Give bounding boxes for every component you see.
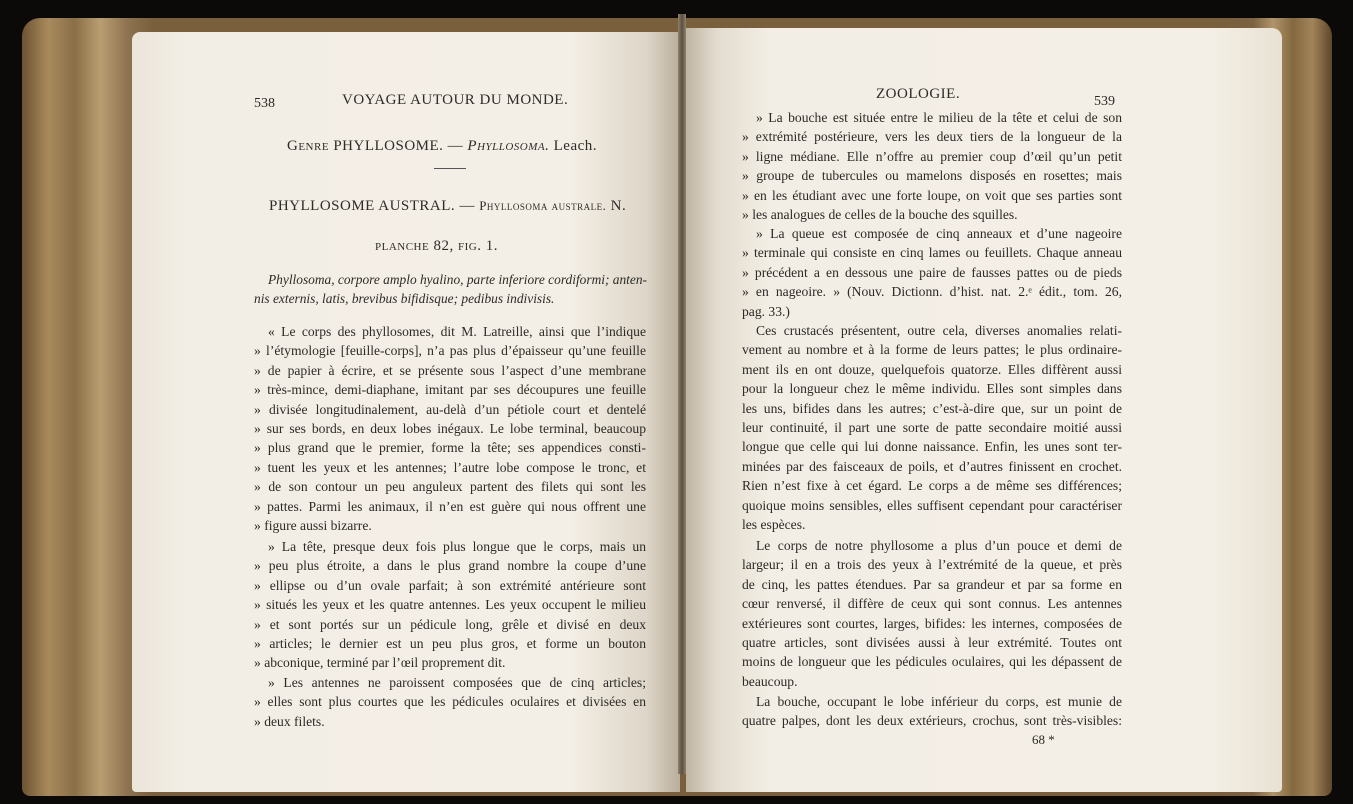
left-paragraph-2 <box>254 537 646 673</box>
text-line: » groupe de tubercules ou mamelons disposés en rosettes; mais <box>742 168 1122 184</box>
diagnosis-line: nis externis, latis, brevibus bifidisque; pedibus indivisis. <box>254 291 555 307</box>
signature-mark: 68 * <box>1032 732 1055 747</box>
text-line: minées par des faisceaux de poils, et d’autres finissent en crochet. <box>742 458 1122 474</box>
running-head-left: VOYAGE AUTOUR DU MONDE. <box>342 92 569 108</box>
heading-rule <box>434 168 466 169</box>
text-line: » figure aussi bizarre. <box>254 518 372 534</box>
text-line: La bouche, occupant le lobe inférieur du corps, est munie de <box>756 694 1122 709</box>
left-paragraph-1 <box>254 322 646 535</box>
page-number-right: 539 <box>1094 94 1115 109</box>
text-line: » extrémité postérieure, vers les deux tiers de la longueur de la <box>742 129 1122 145</box>
text-line: » articles; le dernier est un peu plus gros, et forme un bouton <box>254 636 646 652</box>
text-line: » tuent les yeux et les antennes; l’autre lobe compose le tronc, et <box>254 459 646 475</box>
text-line: » pattes. Parmi les animaux, il n’en est guère qui nous offrent une <box>254 498 646 514</box>
text-line: quoique moins sensibles, elles suffisent cependant pour caractériser <box>742 497 1122 513</box>
right-paragraph-1 <box>742 108 1122 224</box>
text-line: » La queue est composée de cinq anneaux et d’une nageoire <box>756 226 1122 241</box>
text-line: » deux filets. <box>254 713 325 729</box>
text-line: pour la longueur chez le même individu. Elles sont simples dans <box>742 381 1122 397</box>
text-line: » sur ses bords, en deux lobes inégaux. Le lobe terminal, beaucoup <box>254 421 646 437</box>
text-line: ment ils en ont douze, quelquefois quatorze. Elles diffèrent aussi <box>742 361 1122 377</box>
text-line: « Le corps des phyllosomes, dit M. Latreille, ainsi que l’indique <box>268 324 646 339</box>
text-line: » abconique, terminé par l’œil proprement dit. <box>254 655 506 671</box>
text-line: quatre articles, sont divisées aussi à leur extrémité. Toutes ont <box>742 635 1122 651</box>
species-dash: — <box>459 198 475 214</box>
right-paragraph-2 <box>742 224 1122 321</box>
text-line: » précédent a en dessous une paire de fausses pattes ou de pieds <box>742 264 1122 280</box>
right-paragraph-4 <box>742 536 1122 691</box>
species-name: PHYLLOSOME AUSTRAL. <box>269 198 456 214</box>
text-line: » les analogues de celles de la bouche des squilles. <box>742 207 1018 223</box>
text-line: de cinq, les pattes étendues. Par sa grandeur et par sa forme en <box>742 576 1122 592</box>
genre-author: Leach. <box>553 138 598 154</box>
text-line: les uns, bifides dans les autres; c’est-à-dire que, sur un point de <box>742 400 1122 416</box>
text-line: » et sont portés sur un pédicule long, grêle et divisé en deux <box>254 616 646 632</box>
right-paragraph-5 <box>742 692 1122 731</box>
text-line: » ligne médiane. Elle n’offre au premier coup d’œil qu’un petit <box>742 148 1122 164</box>
genre-dash: — <box>447 138 464 154</box>
species-heading <box>269 198 626 215</box>
text-line: beaucoup. <box>742 673 798 689</box>
page-number-left: 538 <box>254 96 275 111</box>
right-page <box>686 28 1282 792</box>
species-author: N. <box>610 198 627 214</box>
right-paragraph-3 <box>742 321 1122 534</box>
text-line: » La tête, presque deux fois plus longue que le corps, mais un <box>268 539 646 554</box>
text-line: vement au nombre et à la forme de leurs pattes; le plus ordinaire- <box>742 342 1122 358</box>
genre-prefix: Genre <box>287 138 330 154</box>
text-line: » elles sont plus courtes que les pédicules oculaires et divisées en <box>254 694 646 710</box>
text-line: Rien n’est fixe à cet égard. Le corps a de même ses différences; <box>742 478 1122 494</box>
text-line: » ellipse ou d’un ovale parfait; à son extrémité antérieure sont <box>254 577 646 593</box>
text-line: » en les étudiant avec une forte loupe, on voit que ses parties sont <box>742 187 1122 203</box>
text-line: cœur renversé, il diffère de ceux qui sont connus. Les antennes <box>742 596 1122 612</box>
text-line: » terminale qui consiste en cinq lames ou feuillets. Chaque anneau <box>742 245 1122 261</box>
text-line: » situés les yeux et les quatre antennes. Les yeux occupent le milieu <box>254 597 646 613</box>
text-line: » peu plus étroite, a dans le plus grand nombre la coupe d’une <box>254 558 646 574</box>
text-line: » La bouche est située entre le milieu de la tête et celui de son <box>756 110 1122 125</box>
text-line: Ces crustacés présentent, outre cela, diverses anomalies relati- <box>756 323 1122 338</box>
left-paragraph-3 <box>254 673 646 731</box>
text-line: » en nageoire. » (Nouv. Dictionn. d’hist. nat. 2.ᵉ édit., tom. 26, <box>742 284 1122 300</box>
book-gutter <box>678 14 686 774</box>
text-line: les espèces. <box>742 517 806 533</box>
text-line: » très-mince, demi-diaphane, imitant par ses découpures une feuille <box>254 382 646 398</box>
genre-latin: Phyllosoma. <box>467 138 550 154</box>
text-line: » Les antennes ne paroissent composées que de cinq articles; <box>268 675 646 690</box>
left-page <box>132 32 680 792</box>
text-line: » l’étymologie [feuille-corps], n’a pas plus d’épaisseur qu’une feuille <box>254 343 646 359</box>
text-line: quatre palpes, dont les deux extérieurs, crochus, sont très-visibles: <box>742 713 1122 729</box>
text-line: Le corps de notre phyllosome a plus d’un pouce et demi de <box>756 538 1122 553</box>
text-line: moins de longueur que les pédicules oculaires, qui les dépassent de <box>742 654 1122 670</box>
latin-diagnosis <box>254 270 647 309</box>
genre-heading <box>287 138 597 155</box>
genre-name: PHYLLOSOME. <box>333 138 444 154</box>
text-line: leur continuité, il part une sorte de patte secondaire moitié aussi <box>742 420 1122 436</box>
running-head-right: ZOOLOGIE. <box>876 86 961 102</box>
text-line: » divisée longitudinalement, au-delà d’un pétiole court et dentelé <box>254 401 646 417</box>
text-line: largeur; il en a trois des yeux à l’extrémité de la queue, et près <box>742 557 1122 573</box>
text-line: extérieures sont courtes, larges, bifides: les internes, composées de <box>742 615 1122 631</box>
diagnosis-line: Phyllosoma, corpore amplo hyalino, parte inferiore cordiformi; anten- <box>268 272 647 287</box>
plate-reference: planche 82, fig. 1. <box>375 238 498 254</box>
text-line: longue que celle qui lui donne naissance. Enfin, les unes sont ter- <box>742 439 1122 455</box>
text-line: » de papier à écrire, et se présente sous l’aspect d’une membrane <box>254 362 646 378</box>
species-latin: Phyllosoma australe. <box>479 198 607 213</box>
text-line: » de son contour un peu anguleux partent des filets qui sont les <box>254 479 646 495</box>
text-line: pag. 33.) <box>742 303 790 319</box>
text-line: » plus grand que le premier, forme la tête; ses appendices consti- <box>254 440 646 456</box>
